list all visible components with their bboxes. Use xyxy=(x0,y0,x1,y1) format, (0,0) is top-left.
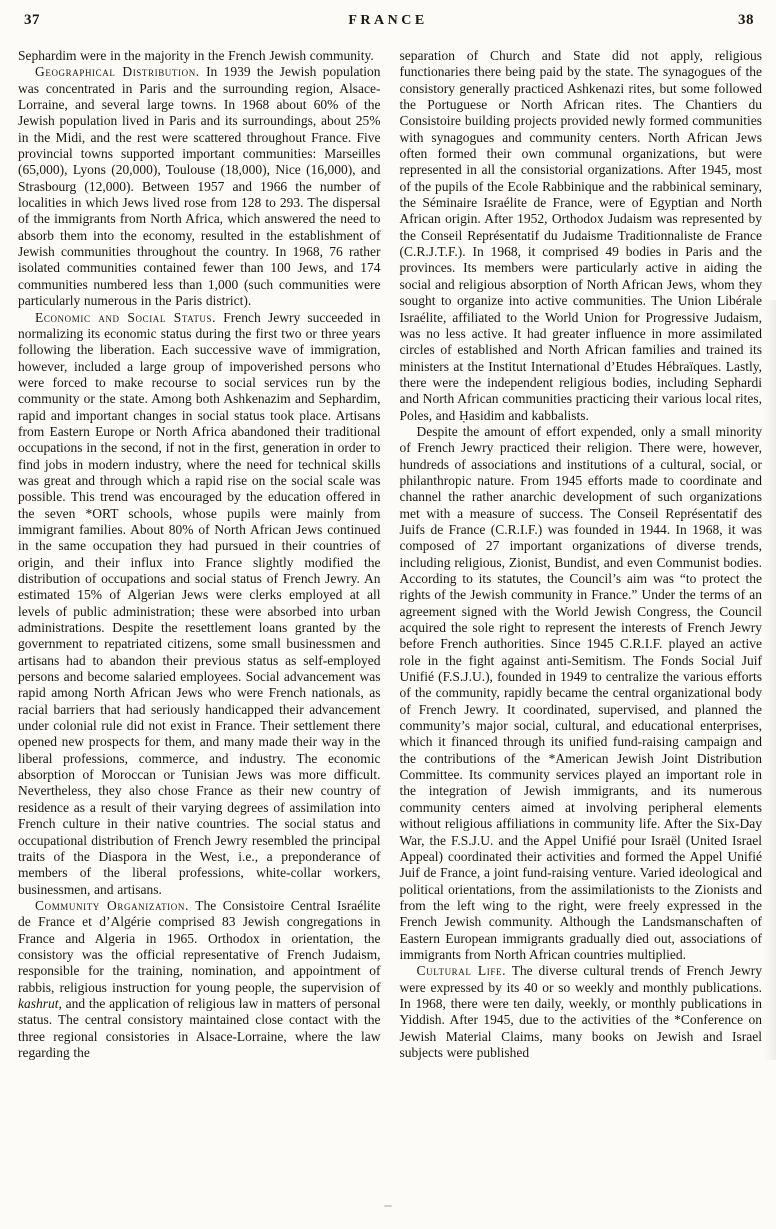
text-segment: Sephardim were in the majority in the French Jewish community. xyxy=(18,48,374,63)
text-segment: and the application of religious law in matters of personal status. The central consistory maintained close contact with the three regional consistories in Alsace-Lorraine, where the law regarding the xyxy=(18,995,381,1060)
paragraph xyxy=(18,310,381,898)
text-segment: The Consistoire Central Israélite de France et d’Algérie comprised 83 Jewish congregations in France and Algeria in 1965. Orthodox in orientation, the consistory was the official representative of French Judaism, responsible for the training, nomination, and appointment of rabbis, religious instruction for young people, the supervision of xyxy=(18,897,381,995)
left-column xyxy=(18,48,381,1061)
section-heading-cultural-life: Cultural Life. xyxy=(416,963,507,979)
text-segment: Despite the amount of effort expended, only a small minority of French Jewry practiced their religion. There were, however, hundreds of associations and institutions of a cultural, social, or philanthropic nature. From 1945 efforts made to coordinate and channel the rather anarchic development of such organizations met with a measure of success. The Conseil Représentatif des Juifs de France (C.R.I.F.) was founded in 1944. In 1968, it was composed of 27 important organizations of diverse trends, including religious, Zionist, Bundist, and even Communist bodies. According to its statutes, the Council’s aim was “to protect the rights of the Jewish community in France.” Under the terms of an agreement signed with the World Jewish Congress, the Council acquired the sole right to represent the interests of French Jewry before French authorities. Since 1945 C.R.I.F. played an active role in the fight against anti-Semitism. The Fonds Social Juif Unifié (F.S.J.U.), founded in 1949 to centralize the various efforts of the community, rapidly became the central organizational body of French Jewry. It coordinated, supervised, and planned the community’s major social, cultural, and educational enterprises, which it financed through its unified fund-raising campaign and the contributions of the *American Jewish Joint Distribution Committee. Its community services played an important role in the integration of Jewish immigrants, and its numerous community centers aimed at involving peripheral elements without religious affiliations in community life. After the Six-Day War, the F.S.J.U. and the Appel Unifié pour Israël (United Israel Appeal) coordinated their activities and formed the Appel Unifié Juif de France, a joint fund-raising venture. Varied ideological and political orientations, from the assimilationists to the Zionists and from the left wing to the right, were freely expressed in the French Jewish community. Although the Landsmanschaften of Eastern European immigrants gradually died out, associations of immigrants from North African countries multiplied. xyxy=(399,423,762,962)
italic-term-kashrut: kashrut, xyxy=(18,995,62,1011)
text-segment: The diverse cultural trends of French Jewry were expressed by its 40 or so weekly and monthly publications. In 1968, there were ten daily, weekly, or monthly publications in Yiddish. After 1945, due to the activities of the *Conference on Jewish Material Claims, many books on Jewish and Israel subjects were published xyxy=(399,963,762,1060)
section-heading-community-organization: Community Organization. xyxy=(35,897,189,913)
section-heading-geographical-distribution: Geographical Distribution. xyxy=(35,64,200,80)
section-heading-economic-and-social-status: Economic and Social Status. xyxy=(35,309,217,325)
page-number-right: 38 xyxy=(738,12,754,28)
page-number-left: 37 xyxy=(24,12,40,28)
scan-smudge-artifact xyxy=(384,1205,392,1207)
text-segment: In 1939 the Jewish population was concentrated in Paris and the surrounding region, Alsace-Lorraine, and several large towns. In 1968 about 60% of the Jewish population lived in Paris and its surroundings, about 25% in the Midi, and the rest were scattered throughout France. Five provincial towns supported important communities: Marseilles (65,000), Lyons (20,000), Toulouse (18,000), Nice (16,000), and Strasbourg (12,000). Between 1957 and 1966 the number of localities in which Jews lived rose from 128 to 293. The dispersal of the immigrants from North Africa, which answered the need to absorb them into the economy, resulted in the establishment of Jewish communities throughout the country. In 1968, 76 rather isolated communities contained fewer than 100 Jews, and 174 communities numbered less than 1,000 (such communities were particularly numerous in the Paris district). xyxy=(18,64,381,309)
text-columns xyxy=(0,40,776,1061)
paragraph xyxy=(18,898,381,1061)
paragraph xyxy=(400,963,763,1061)
paragraph xyxy=(400,424,763,963)
page-header xyxy=(0,0,776,40)
right-column xyxy=(400,48,763,1061)
text-segment: separation of Church and State did not apply, religious functionaries there being paid by the state. The synagogues of the consistory generally practiced Ashkenazi rites, but some followed the Portuguese or North African rites. The Chantiers du Consistoire building projects provided newly formed communities with synagogues and community centers. North African Jews often formed their own communal organizations, but were represented in all the consistorial organizations. After 1945, most of the pupils of the Ecole Rabbinique and the rabbinical seminary, the Séminaire Israélite de France, were of Egyptian and North African origin. After 1952, Orthodox Judaism was represented by the Conseil Représentatif du Judaisme Traditionnaliste de France (C.R.J.T.F.). In 1968, it comprised 49 bodies in Paris and the provinces. Its members were particularly active in aiding the social and religious absorption of North African Jews, whom they sought to organize into active communities. The Union Libérale Israélite, affiliated to the World Union for Progressive Judaism, was no less active. It had greater influence in more assimilated circles of established and North African families and trained its ministers at the Institut International d’Etudes Hébraïques. Lastly, there were the independent religious bodies, including Sephardi and North African communities practicing their various local rites, Poles, and Ḥasidim and kabbalists. xyxy=(399,48,762,423)
paragraph xyxy=(400,48,763,424)
running-title: FRANCE xyxy=(348,13,428,28)
paragraph xyxy=(18,48,381,64)
text-segment: French Jewry succeeded in normalizing its economic status during the first two or three years following the liberation. Each successive wave of immigration, however, included a large group of impoverished persons who were forced to make recourse to social services run by the community or the state. Among both Ashkenazim and Sephardim, rapid and important changes in social status took place. Artisans from Eastern Europe or North Africa abandoned their traditional occupations in the second, if not in the first, generation in order to find jobs in modern industry, where the need for technical skills was great and through which a rapid rise on the social scale was possible. This trend was encouraged by the education offered in the seven *ORT schools, whose pupils were mainly from immigrant families. About 80% of North African Jews continued in the same occupation they had pursued in their countries of origin, and their influx into France slightly modified the distribution of occupations and social status of French Jewry. An estimated 15% of Algerian Jews were clerks employed at all levels of public administration; these were absorbed into urban administrations. Despite the resettlement loans granted by the government to repatriated citizens, some small businessmen and artisans had to abandon their previous status as self-employed persons and become salaried employees. Social advancement was rapid among North African Jews who were French nationals, as racial barriers that had seriously handicapped their advancement under colonial rule did not exist in France. Their settlement there opened new prospects for them, and many made their way in the liberal professions, commerce, and industry. The economic absorption of Moroccan or Tunisian Jews was more difficult. Nevertheless, they also chose France as their new country of residence as a result of their varying degrees of assimilation into French culture in their native countries. The social status and occupational distribution of French Jewry resembled the principal traits of the Diaspora in the West, i.e., a preponderance of members of the liberal professions, white-collar workers, businessmen, and artisans. xyxy=(18,309,381,897)
paragraph xyxy=(18,64,381,309)
